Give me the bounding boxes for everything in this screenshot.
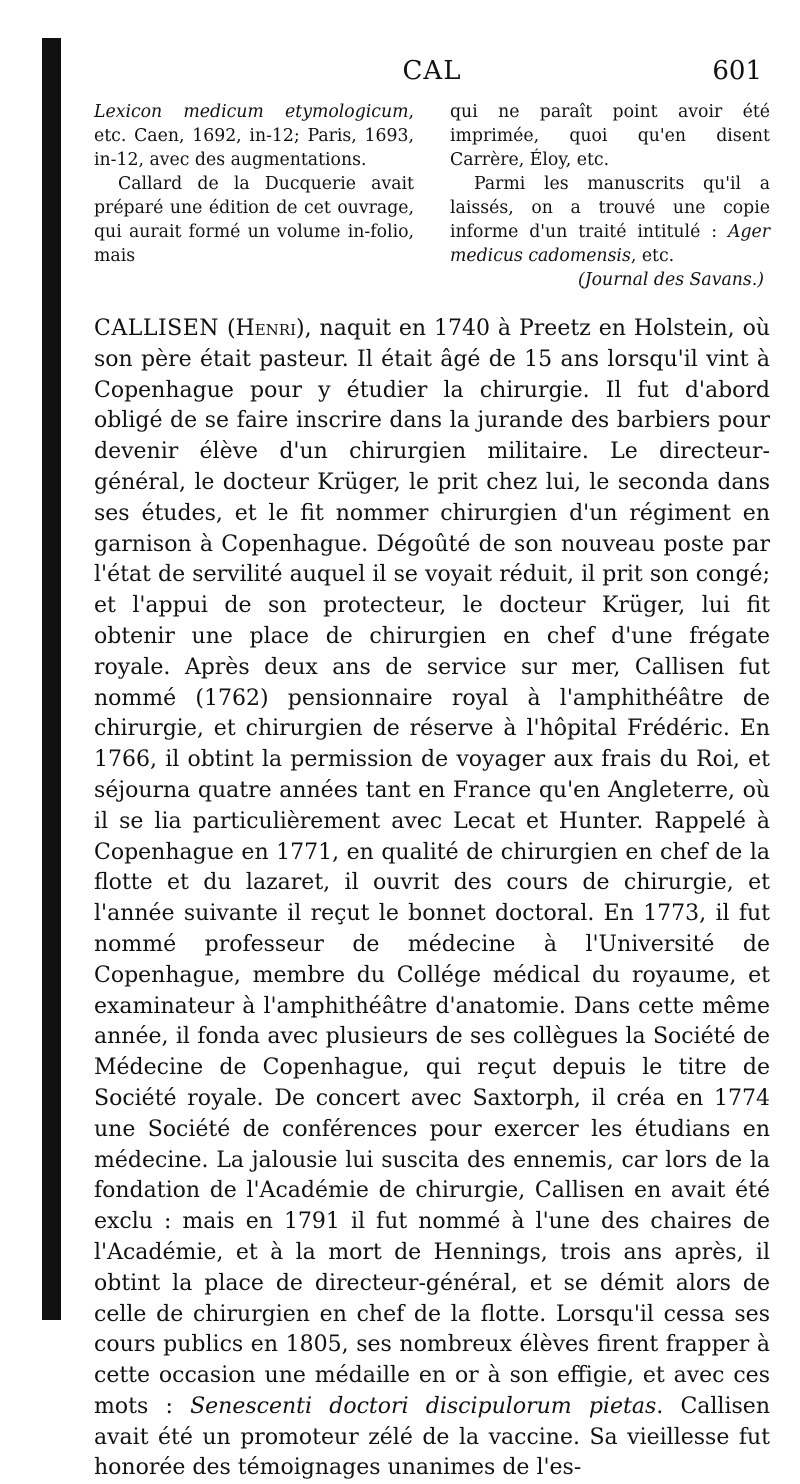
treatise-title: Ager medicus cadomensis <box>450 222 770 266</box>
article-body: CALLISEN (Henri), naquit en 1740 à Preetz en Holstein, où son père était pasteur. Il était âgé de 15 ans lorsqu'il vint à Copenhague pour y étudier la chirurgie. Il fut d'abord obligé de se faire inscrire dans la jurande des barbiers pour devenir élève d'un chirurgien militaire. Le directeur-général, le docteur Krüger, le prit chez lui, le seconda dans ses études, et le fit nommer chirurgien d'un régiment en garnison à Copenhague. Dégoûté de son nouveau poste par l'état de servilité auquel il se voyait réduit, il prit son congé; et l'appui de son protecteur, le docteur Krüger, lui fit obtenir une place de chirurgien en chef d'une frégate royale. Après deux ans de service sur mer, Callisen fut nommé (1762) pensionnaire royal à l'amphithéâtre de chirurgie, et chirurgien de réserve à l'hôpital Frédéric. En 1766, il obtint la permission de voyager aux frais du Roi, et séjourna quatre années tant en France qu'en Angleterre, où il se lia particulièrement avec Lecat et Hunter. Rappelé à Copenhague en 1771, en qualité de chirurgien en chef de la flotte et du lazaret, il ouvrit des cours de chirurgie, et l'année suivante il reçut le bonnet doctoral. En 1773, il fut nommé professeur de médecine à l'Université de Copenhague, membre du Collége médical du royaume, et examinateur à l'amphithéâtre d'anatomie. Dans cette même année, il fonda avec plusieurs de ses collègues la Société de Médecine de Copenhague, qui reçut depuis le titre de Société royale. De concert avec Saxtorph, il créa en 1774 une Société de conférences pour exercer les étudians en médecine. La jalousie lui suscita des ennemis, car lors de la fondation de l'Académie de chirurgie, Callisen en avait été exclu : mais en 1791 il fut nommé à l'une des chaires de l'Académie, et à la mort de Hennings, trois ans après, il obtint la place de directeur-général, et se démit alors de celle de chirurgien en chef de la flotte. Lorsqu'il cessa ses cours publics en 1805, ses nombreux élèves firent frapper à cette occasion une médaille en or à son effigie, et avec ces mots : Senescenti doctori discipulorum pietas. Callisen avait été un promoteur zélé de la vaccine. Sa vieillesse fut honorée des témoignages unanimes de l'es- <box>94 316 770 1481</box>
page-number: 601 <box>712 56 762 86</box>
running-head-title: CAL <box>402 56 462 86</box>
article-forename: Henri <box>235 316 297 341</box>
right-column-paragraph-1: qui ne paraît point avoir été imprimée, quoi qu'en disent Carrère, Éloy, etc. <box>450 102 770 170</box>
book-title-lexicon: Lexicon medicum etymologicum <box>94 102 409 122</box>
left-column-paragraph-1 <box>94 100 414 172</box>
article-headword: CALLISEN <box>94 316 220 341</box>
running-head <box>94 56 770 100</box>
medal-motto: Senescenti doctori discipulorum pietas <box>190 1393 657 1419</box>
two-column-section <box>94 100 770 292</box>
right-column <box>450 100 770 292</box>
book-page <box>94 56 770 1484</box>
article-text-part-2: . Callisen avait été un promoteur zélé de la vaccine. Sa vieillesse fut honorée des témoignages unanimes de l'es- <box>94 1393 770 1481</box>
manuscripts-text: Parmi les manuscrits qu'il a laissés, on a trouvé une copie informe d'un traité intitulé : <box>450 174 770 242</box>
source-citation: (Journal des Savans.) <box>577 270 764 290</box>
treatise-etc: , etc. <box>630 246 675 266</box>
scan-edge-shadow <box>42 38 61 1320</box>
right-column-paragraph-2 <box>450 172 770 268</box>
article-callisen <box>94 314 770 1484</box>
left-column <box>94 100 414 292</box>
publication-details: , etc. Caen, 1692, in-12; Paris, 1693, in-12, avec des augmentations. <box>94 102 414 170</box>
left-column-paragraph-2: Callard de la Ducquerie avait préparé une édition de cet ouvrage, qui aurait formé un volume in-folio, mais <box>94 174 414 266</box>
article-text-part-1: naquit en 1740 à Preetz en Holstein, où son père était pasteur. Il était âgé de 15 ans lorsqu'il vint à Copenhague pour y étudier la chirurgie. Il fut d'abord obligé de se faire inscrire dans la jurande des barbiers pour devenir élève d'un chirurgien militaire. Le directeur-général, le docteur Krüger, le prit chez lui, le seconda dans ses études, et le fit nommer chirurgien d'un régiment en garnison à Copenhague. Dégoûté de son nouveau poste par l'état de servilité auquel il se voyait réduit, il prit son congé; et l'appui de son protecteur, le docteur Krüger, lui fit obtenir une place de chirurgien en chef d'une frégate royale. Après deux ans de service sur mer, Callisen fut nommé (1762) pensionnaire royal à l'amphithéâtre de chirurgie, et chirurgien de réserve à l'hôpital Frédéric. En 1766, il obtint la permission de voyager aux frais du Roi, et séjourna quatre années tant en France qu'en Angleterre, où il se lia particulièrement avec Lecat et Hunter. Rappelé à Copenhague en 1771, en qualité de chirurgien en chef de la flotte et du lazaret, il ouvrit des cours de chirurgie, et l'année suivante il reçut le bonnet doctoral. En 1773, il fut nommé professeur de médecine à l'Université de Copenhague, membre du Collége médical du royaume, et examinateur à l'amphithéâtre d'anatomie. Dans cette même année, il fonda avec plusieurs de ses collègues la Société de Médecine de Copenhague, qui reçut depuis le titre de Société royale. De concert avec Saxtorph, il créa en 1774 une Société de conférences pour exercer les étudians en médecine. La jalousie lui suscita des ennemis, car lors de la fondation de l'Académie de chirurgie, Callisen en avait été exclu : mais en 1791 il fut nommé à l'une des chaires de l'Académie, et à la mort de Hennings, trois ans après, il obtint la place de directeur-général, et se démit alors de celle de chirurgien en chef de la flotte. Lorsqu'il cessa ses cours publics en 1805, ses nombreux élèves firent frapper à cette occasion une médaille en or à son effigie, et avec ces mots : <box>94 316 770 1419</box>
